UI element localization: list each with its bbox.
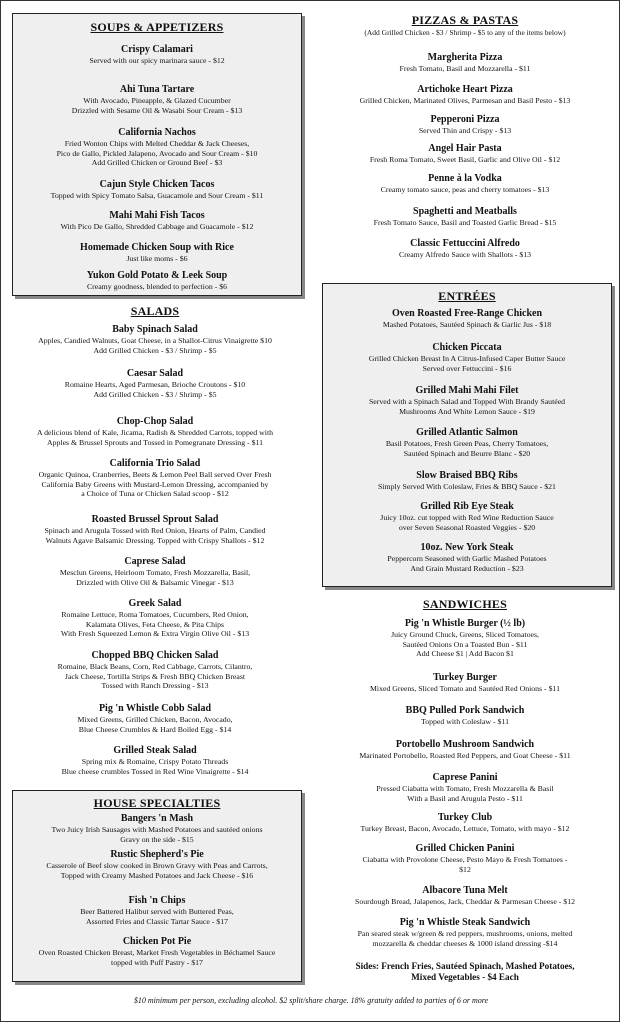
menu-item-name: Turkey Burger — [433, 672, 497, 683]
menu-item-description: Sautéed Onions On a Toasted Bun - $11 — [402, 639, 528, 649]
menu-item-description: over Seven Seasonal Roasted Veggies - $20 — [398, 522, 536, 532]
menu-item-description: Served with our spicy marinara sauce - $12 — [89, 56, 225, 65]
menu-item-name: California Nachos — [118, 127, 196, 138]
menu-item-description: With Fresh Squeezed Lemon & Extra Virgin Olive Oil - $13 — [60, 629, 250, 639]
menu-item-description: Add Grilled Chicken - $3 / Shrimp - $5 — [93, 345, 217, 355]
menu-item-description: Served with a Spinach Salad and Topped With Brandy Sautéed — [368, 397, 566, 406]
menu-item-description: Pan seared steak w/green & red peppers, mushrooms, onions, melted — [357, 929, 573, 938]
menu-item-description: Assorted Fries and Classic Tartar Sauce - $17 — [85, 916, 228, 926]
menu-item-description: Served Thin and Crispy - $13 — [418, 126, 512, 135]
menu-item-description: Walnuts Agave Balsamic Dressing. Topped with Crispy Shallots - $12 — [45, 535, 265, 545]
menu-item-description: Romaine Lettuce, Roma Tomatoes, Cucumbers, Red Onion, — [61, 610, 249, 619]
menu-item — [318, 618, 612, 659]
menu-item-description: Spring mix & Romaine, Crispy Potato Threads — [81, 757, 229, 766]
menu-item-name: Chicken Pot Pie — [122, 936, 192, 947]
menu-item — [10, 745, 300, 776]
menu-item-name: Greek Salad — [128, 598, 182, 609]
menu-item-description: Oven Roasted Chicken Breast, Market Fresh Vegetables in Béchamel Sauce — [38, 948, 276, 957]
menu-item-description: topped with Puff Pastry - $17 — [111, 957, 203, 967]
menu-item-name: Oven Roasted Free-Range Chicken — [391, 308, 543, 319]
menu-item-name: Angel Hair Pasta — [428, 143, 502, 154]
sides-line: Sides: French Fries, Sautéed Spinach, Mashed Potatoes, — [355, 961, 575, 971]
house-specialties-box — [12, 790, 302, 982]
menu-item-description: Apples & Brussel Sprouts and Tossed in Pomegranate Dressing - $11 — [46, 437, 263, 447]
menu-item-description: Creamy goodness, blended to perfection - $6 — [86, 282, 228, 291]
menu-item-description: Basil Potatoes, Fresh Green Peas, Cherry Tomatoes, — [385, 439, 549, 448]
menu-item-description: $12 — [459, 864, 471, 874]
menu-item-description: Add Grilled Chicken - $3 / Shrimp - $5 — [93, 389, 217, 399]
menu-item-description: Topped with Spicy Tomato Salsa, Guacamole and Sour Cream - $11 — [50, 191, 264, 200]
menu-item-description: Gravy on the side - $15 — [120, 834, 194, 844]
menu-item-name: Rustic Shepherd's Pie — [110, 849, 204, 860]
menu-item-description: Drizzled with Olive Oil & Balsamic Vinegar - $13 — [76, 577, 234, 587]
menu-item — [10, 324, 300, 355]
menu-item-name: Grilled Chicken Panini — [415, 843, 515, 854]
menu-item-description: Mesclun Greens, Heirloom Tomato, Fresh Mozzarella, Basil, — [59, 568, 251, 577]
salads-heading: SALADS — [130, 304, 180, 318]
menu-item-description: Blue Cheese Crumbles & Hard Boiled Egg - $14 — [78, 724, 232, 734]
menu-item-name: Roasted Brussel Sprout Salad — [91, 514, 219, 525]
pizzas-heading: PIZZAS & PASTAS — [411, 13, 519, 27]
menu-item-name: Pig 'n Whistle Cobb Salad — [98, 703, 212, 714]
menu-item-description: Creamy tomato sauce, peas and cherry tomatoes - $13 — [380, 185, 550, 194]
menu-item-description: Two Juicy Irish Sausages with Mashed Potatoes and sautéed onions — [51, 825, 263, 834]
menu-item-description: Mixed Greens, Sliced Tomato and Sautéed Red Onions - $11 — [369, 684, 560, 693]
menu-item-description: Sourdough Bread, Jalapenos, Jack, Cheddar & Parmesan Cheese - $12 — [355, 897, 575, 906]
menu-item-description: Kalamata Olives, Feta Cheese, & Pita Chips — [85, 619, 225, 629]
menu-item-name: Turkey Club — [437, 812, 493, 823]
menu-item — [318, 812, 612, 834]
menu-item — [10, 416, 300, 447]
menu-item-description: Topped with Creamy Mashed Potatoes and Jack Cheese - $16 — [60, 870, 254, 880]
menu-item-description: Turkey Breast, Bacon, Avocado, Lettuce, Tomato, with mayo - $12 — [360, 824, 570, 833]
menu-item-description: Tossed with Ranch Dressing - $13 — [101, 681, 209, 691]
entrees-heading: ENTRÉES — [438, 289, 496, 303]
menu-item-description: Juicy 10oz. cut topped with Red Wine Reduction Sauce — [380, 513, 554, 522]
menu-item-description: Mashed Potatoes, Sautéed Spinach & Garlic Jus - $18 — [382, 320, 552, 329]
menu-item-description: Creamy Alfredo Sauce with Shallots - $13 — [398, 250, 532, 259]
menu-item-name: Baby Spinach Salad — [112, 324, 198, 335]
menu-item-description: Pressed Ciabatta with Tomato, Fresh Mozzarella & Basil — [376, 784, 554, 793]
menu-item-description: Beer Battered Halibut served with Buttered Peas, — [80, 907, 234, 916]
menu-item-name: Caprese Panini — [432, 772, 498, 783]
menu-item-name: Chop-Chop Salad — [116, 416, 194, 427]
menu-item-name: Crispy Calamari — [121, 44, 193, 55]
menu-item-description: Drizzled with Sesame Oil & Wasabi Sour Cream - $13 — [71, 105, 243, 115]
menu-item — [10, 703, 300, 734]
menu-item-description: Fresh Roma Tomato, Sweet Basil, Garlic and Olive Oil - $12 — [369, 155, 561, 164]
menu-item-description: Fresh Tomato Sauce, Basil and Toasted Garlic Bread - $15 — [373, 218, 557, 227]
menu-item-name: Homemade Chicken Soup with Rice — [80, 242, 234, 253]
menu-item-description: And Grain Mustard Reduction - $23 — [410, 563, 524, 573]
menu-item-description: Ciabatta with Provolone Cheese, Pesto Mayo & Fresh Tomatoes - — [362, 855, 568, 864]
menu-item-description: Fried Wonton Chips with Melted Cheddar & Jack Cheeses, — [64, 139, 250, 148]
menu-item-description: Mushrooms And White Lemon Sauce - $19 — [399, 406, 535, 416]
menu-item-description: Juicy Ground Chuck, Greens, Sliced Tomatoes, — [391, 630, 539, 639]
menu-item-description: Add Cheese $1 | Add Bacon $1 — [416, 649, 514, 659]
menu-item-description: Fresh Tomato, Basil and Mozzarella - $11 — [399, 64, 531, 73]
menu-item-name: Artichoke Heart Pizza — [417, 84, 513, 95]
menu-item-description: mozzarella & cheddar cheeses & 1000 island dressing -$14 — [372, 938, 558, 948]
menu-item-description: Peppercorn Seasoned with Garlic Mashed Potatoes — [387, 554, 547, 563]
menu-item — [13, 895, 301, 926]
house-heading: HOUSE SPECIALTIES — [93, 796, 221, 810]
menu-item-description: A delicious blend of Kale, Jicama, Radish & Shredded Carrots, topped with — [36, 428, 274, 437]
menu-item-description: Sautéed Spinach and Beurre Blanc - $20 — [403, 448, 531, 458]
menu-item — [10, 458, 300, 499]
menu-item-description: Pico de Gallo, Pickled Jalapeno, Avocado and Sour Cream - $10 — [56, 148, 258, 158]
menu-item-name: Grilled Rib Eye Steak — [420, 501, 514, 512]
menu-item — [318, 672, 612, 694]
menu-item-name: Mahi Mahi Fish Tacos — [109, 210, 205, 221]
menu-item-description: Romaine Hearts, Aged Parmesan, Brioche Croutons - $10 — [64, 380, 246, 389]
menu-item — [10, 514, 300, 545]
menu-item-name: Caprese Salad — [124, 556, 186, 567]
menu-item-name: Fish 'n Chips — [128, 895, 186, 906]
menu-item-description: Blue cheese crumbles Tossed in Red Wine Vinaigrette - $14 — [61, 766, 249, 776]
menu-item-name: Penne à la Vodka — [428, 173, 502, 184]
menu-item — [318, 917, 612, 948]
menu-item-description: California Baby Greens with Mustard-Lemon Dressing, accompanied by — [41, 479, 269, 489]
menu-item-description: Simply Served With Coleslaw, Fries & BBQ Sauce - $21 — [378, 482, 556, 491]
menu-item-name: Portobello Mushroom Sandwich — [395, 739, 535, 750]
menu-item-name: BBQ Pulled Pork Sandwich — [405, 705, 525, 716]
menu-item-description: Served over Fettuccini - $16 — [422, 363, 512, 373]
menu-item-name: Cajun Style Chicken Tacos — [99, 179, 215, 190]
menu-item-description: Apples, Candied Walnuts, Goat Cheese, in a Shallot-Citrus Vinaigrette $10 — [38, 336, 272, 345]
salads-section — [10, 0, 300, 790]
menu-item-description: With Avocado, Pineapple, & Glazed Cucumber — [83, 96, 231, 105]
menu-item-description: a Choice of Tuna or Chicken Salad scoop - $12 — [81, 489, 229, 499]
menu-item-name: Grilled Atlantic Salmon — [416, 427, 518, 438]
menu-item — [13, 813, 301, 844]
menu-item — [10, 556, 300, 587]
menu-item — [10, 650, 300, 691]
menu-item — [318, 739, 612, 761]
menu-item — [13, 849, 301, 880]
menu-item-name: Grilled Mahi Mahi Filet — [415, 385, 519, 396]
menu-item-name: Slow Braised BBQ Ribs — [416, 470, 518, 481]
menu-item-name: Albacore Tuna Melt — [422, 885, 508, 896]
menu-item-description: Mixed Greens, Grilled Chicken, Bacon, Avocado, — [77, 715, 233, 724]
menu-item — [318, 885, 612, 907]
menu-item — [10, 368, 300, 399]
menu-item-description: Casserole of Beef slow cooked in Brown Gravy with Peas and Carrots, — [46, 861, 268, 870]
menu-item-name: Bangers 'n Mash — [120, 813, 194, 824]
menu-item-description: Just like moms - $6 — [126, 254, 188, 263]
menu-item-name: Ahi Tuna Tartare — [119, 84, 195, 95]
menu-item-description: Organic Quinoa, Cranberries, Beets & Lemon Peel Ball served Over Fresh — [38, 470, 272, 479]
menu-item-description: Jack Cheese, Tortilla Strips & Fresh BBQ Chicken Breast — [64, 671, 246, 681]
menu-item-name: Caesar Salad — [126, 368, 184, 379]
menu-item-name: Yukon Gold Potato & Leek Soup — [86, 270, 228, 281]
menu-item — [318, 705, 612, 727]
soups-heading: SOUPS & APPETIZERS — [90, 20, 224, 34]
menu-item — [10, 598, 300, 639]
sandwiches-section — [318, 0, 612, 1000]
sandwiches-heading: SANDWICHES — [422, 597, 508, 611]
menu-item-name: Chopped BBQ Chicken Salad — [91, 650, 219, 661]
menu-item-name: Pig 'n Whistle Burger (½ lb) — [404, 618, 526, 629]
menu-item-description: Add Grilled Chicken or Ground Beef - $3 — [91, 158, 223, 168]
menu-item-description: Romaine, Black Beans, Corn, Red Cabbage, Carrots, Cilantro, — [57, 662, 253, 671]
menu-item-name: Margherita Pizza — [427, 52, 503, 63]
sides-line: Mixed Vegetables - $4 Each — [411, 972, 519, 982]
menu-item-description: With Pico De Gallo, Shredded Cabbage and Guacamole - $12 — [60, 222, 254, 231]
menu-item-name: Grilled Steak Salad — [113, 745, 197, 756]
menu-item — [318, 772, 612, 803]
menu-item-name: California Trio Salad — [109, 458, 201, 469]
menu-item-name: Spaghetti and Meatballs — [413, 206, 517, 217]
menu-item-description: Grilled Chicken Breast In A Citrus-Infused Caper Butter Sauce — [368, 354, 566, 363]
menu-item-name: Chicken Piccata — [432, 342, 502, 353]
menu-item-description: Grilled Chicken, Marinated Olives, Parmesan and Basil Pesto - $13 — [359, 96, 571, 105]
footer-note: $10 minimum per person, excluding alcohol. $2 split/share charge. 18% gratuity added to parties of 6 or more — [133, 996, 489, 1005]
menu-item — [13, 936, 301, 967]
menu-item-name: Classic Fettuccini Alfredo — [410, 238, 520, 249]
menu-item-description: Topped with Coleslaw - $11 — [421, 717, 509, 726]
menu-item — [318, 843, 612, 874]
menu-item-name: 10oz. New York Steak — [420, 542, 514, 553]
menu-item-name: Pig 'n Whistle Steak Sandwich — [399, 917, 531, 928]
menu-item-description: Spinach and Arugula Tossed with Red Onion, Hearts of Palm, Candied — [44, 526, 266, 535]
menu-item-description: Marinated Portobello, Roasted Red Peppers, and Goat Cheese - $11 — [359, 751, 571, 760]
pizzas-note: (Add Grilled Chicken - $3 / Shrimp - $5 to any of the items below) — [364, 28, 566, 37]
menu-item-description: With a Basil and Arugula Pesto - $11 — [407, 793, 523, 803]
sides-note — [318, 961, 612, 983]
menu-item-name: Pepperoni Pizza — [430, 114, 500, 125]
